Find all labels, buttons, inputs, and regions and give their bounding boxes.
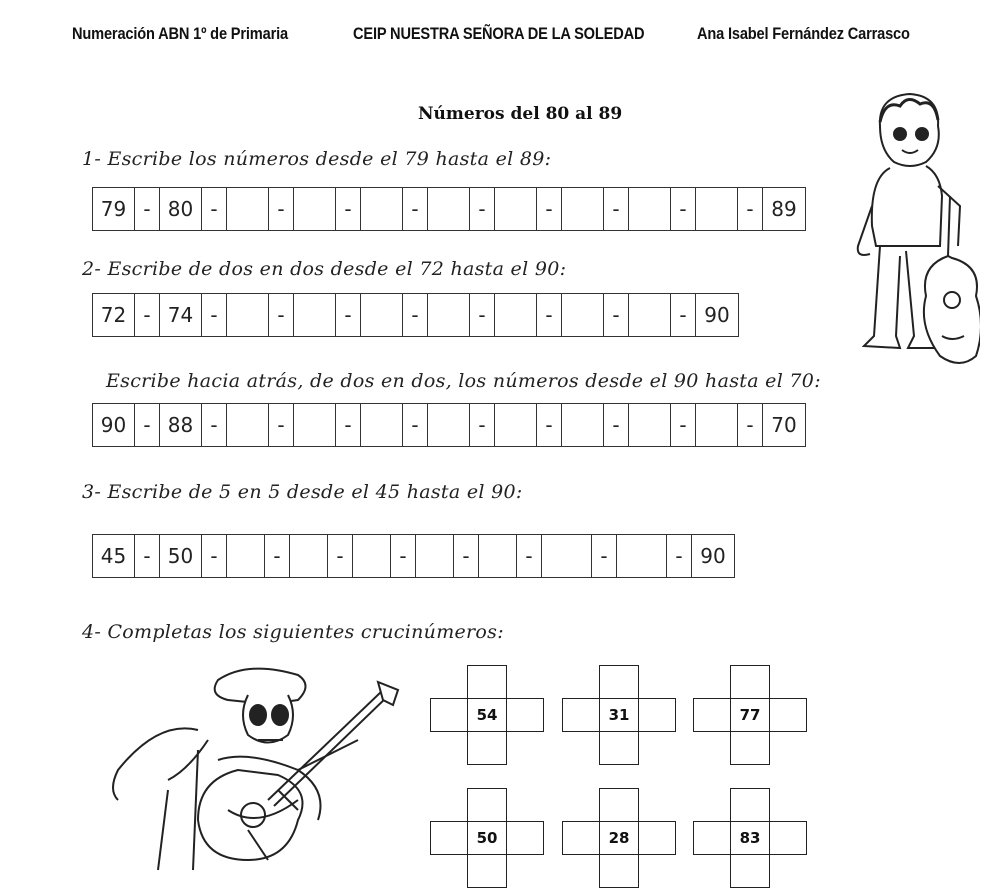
crossnumber-top-cell[interactable] (730, 665, 770, 699)
sequence-answer-cell[interactable] (479, 535, 517, 577)
crossnumber-puzzle (693, 788, 809, 888)
sequence-separator: - (537, 294, 562, 336)
sequence-answer-cell[interactable] (629, 294, 671, 336)
sequence-cell-given: 88 (160, 404, 202, 446)
sequence-answer-cell[interactable] (227, 404, 269, 446)
crossnumber-puzzle (562, 788, 678, 888)
crossnumber-right-cell[interactable] (506, 698, 544, 732)
sequence-separator: - (336, 404, 361, 446)
crossnumber-center-value: 50 (467, 821, 507, 855)
crossnumber-right-cell[interactable] (769, 821, 807, 855)
exercise-1-instruction: 1- Escribe los números desde el 79 hasta el 89: (82, 148, 552, 170)
crossnumber-center-value: 77 (730, 698, 770, 732)
exercise-2-instruction: 2- Escribe de dos en dos desde el 72 hasta el 90: (82, 258, 567, 280)
exercise-1-sequence-row (92, 187, 806, 231)
sequence-separator: - (667, 535, 692, 577)
sequence-answer-cell[interactable] (542, 535, 592, 577)
sequence-answer-cell[interactable] (562, 294, 604, 336)
sequence-answer-cell[interactable] (294, 188, 336, 230)
sequence-cell-given: 72 (93, 294, 135, 336)
exercise-3-sequence-row (92, 534, 735, 578)
crossnumber-bottom-cell[interactable] (467, 731, 507, 765)
skeleton-with-guitar-illustration (98, 660, 408, 880)
sequence-answer-cell[interactable] (428, 188, 470, 230)
sequence-answer-cell[interactable] (629, 188, 671, 230)
crossnumber-left-cell[interactable] (562, 698, 600, 732)
sequence-cell-given: 45 (93, 535, 135, 577)
sequence-separator: - (391, 535, 416, 577)
sequence-answer-cell[interactable] (495, 404, 537, 446)
sequence-answer-cell[interactable] (629, 404, 671, 446)
sequence-separator: - (537, 188, 562, 230)
sequence-separator: - (738, 188, 763, 230)
crossnumber-bottom-cell[interactable] (599, 854, 639, 888)
sequence-separator: - (135, 404, 160, 446)
sequence-separator: - (269, 294, 294, 336)
sequence-answer-cell[interactable] (294, 294, 336, 336)
sequence-separator: - (454, 535, 479, 577)
sequence-answer-cell[interactable] (416, 535, 454, 577)
crossnumber-right-cell[interactable] (769, 698, 807, 732)
sequence-answer-cell[interactable] (294, 404, 336, 446)
crossnumber-top-cell[interactable] (599, 665, 639, 699)
crossnumber-center-value: 31 (599, 698, 639, 732)
sequence-separator: - (604, 404, 629, 446)
sequence-separator: - (604, 188, 629, 230)
crossnumber-bottom-cell[interactable] (467, 854, 507, 888)
crossnumber-left-cell[interactable] (562, 821, 600, 855)
exercise-3-instruction: 3- Escribe de 5 en 5 desde el 45 hasta el 90: (82, 481, 523, 503)
crossnumber-puzzle (693, 665, 809, 765)
sequence-answer-cell[interactable] (353, 535, 391, 577)
sequence-separator: - (592, 535, 617, 577)
exercise-2b-sequence-row (92, 403, 806, 447)
crossnumber-right-cell[interactable] (638, 698, 676, 732)
sequence-answer-cell[interactable] (428, 294, 470, 336)
sequence-separator: - (470, 294, 495, 336)
crossnumber-bottom-cell[interactable] (599, 731, 639, 765)
sequence-cell-given: 70 (771, 413, 797, 437)
sequence-answer-cell[interactable] (361, 188, 403, 230)
crossnumber-top-cell[interactable] (599, 788, 639, 822)
sequence-separator: - (671, 188, 696, 230)
crossnumber-top-cell[interactable] (730, 788, 770, 822)
crossnumber-center-value: 28 (599, 821, 639, 855)
crossnumber-right-cell[interactable] (506, 821, 544, 855)
crossnumber-bottom-cell[interactable] (730, 854, 770, 888)
crossnumber-right-cell[interactable] (638, 821, 676, 855)
sequence-cell-given: 50 (160, 535, 202, 577)
crossnumber-center-value: 83 (730, 821, 770, 855)
sequence-cell-given: 90 (700, 544, 726, 568)
crossnumber-left-cell[interactable] (693, 821, 731, 855)
sequence-separator: - (403, 294, 428, 336)
sequence-separator: - (671, 404, 696, 446)
exercise-2-sequence-row (92, 293, 739, 337)
sequence-answer-cell[interactable] (696, 188, 738, 230)
sequence-cell-given: 90 (704, 303, 730, 327)
sequence-cell-given: 89 (771, 197, 797, 221)
crossnumber-puzzle (562, 665, 678, 765)
sequence-separator: - (269, 188, 294, 230)
sequence-separator: - (135, 188, 160, 230)
crossnumber-left-cell[interactable] (430, 698, 468, 732)
sequence-separator: - (202, 188, 227, 230)
sequence-separator: - (202, 404, 227, 446)
sequence-separator: - (135, 294, 160, 336)
sequence-answer-cell[interactable] (617, 535, 667, 577)
sequence-separator: - (403, 404, 428, 446)
sequence-cell-given: 79 (93, 188, 135, 230)
crossnumber-puzzle (430, 788, 546, 888)
sequence-answer-cell[interactable] (495, 294, 537, 336)
sequence-answer-cell[interactable] (227, 535, 265, 577)
sequence-answer-cell[interactable] (361, 404, 403, 446)
sequence-answer-cell[interactable] (361, 294, 403, 336)
crossnumber-top-cell[interactable] (467, 665, 507, 699)
sequence-separator: - (135, 535, 160, 577)
crossnumber-center-value: 54 (467, 698, 507, 732)
sequence-cell-given: 80 (160, 188, 202, 230)
crossnumber-top-cell[interactable] (467, 788, 507, 822)
boy-with-guitar-illustration (830, 86, 980, 376)
sequence-cell-given: 74 (160, 294, 202, 336)
header-school: CEIP NUESTRA SEÑORA DE LA SOLEDAD (353, 24, 645, 43)
worksheet-title: Números del 80 al 89 (418, 104, 623, 124)
sequence-answer-cell[interactable] (562, 188, 604, 230)
sequence-answer-cell[interactable] (227, 188, 269, 230)
sequence-answer-cell[interactable] (562, 404, 604, 446)
sequence-separator: - (336, 294, 361, 336)
sequence-separator: - (738, 404, 763, 446)
sequence-separator: - (470, 404, 495, 446)
sequence-separator: - (336, 188, 361, 230)
header-subject: Numeración ABN 1º de Primaria (72, 24, 288, 43)
sequence-separator: - (537, 404, 562, 446)
sequence-separator: - (202, 294, 227, 336)
sequence-answer-cell[interactable] (495, 188, 537, 230)
sequence-cell-given: 90 (93, 404, 135, 446)
sequence-answer-cell[interactable] (227, 294, 269, 336)
sequence-answer-cell[interactable] (428, 404, 470, 446)
crossnumber-left-cell[interactable] (430, 821, 468, 855)
sequence-separator: - (517, 535, 542, 577)
sequence-answer-cell[interactable] (696, 404, 738, 446)
crossnumber-left-cell[interactable] (693, 698, 731, 732)
crossnumber-bottom-cell[interactable] (730, 731, 770, 765)
sequence-separator: - (403, 188, 428, 230)
exercise-2b-instruction: Escribe hacia atrás, de dos en dos, los números desde el 90 hasta el 70: (106, 370, 821, 392)
sequence-separator: - (604, 294, 629, 336)
header-author: Ana Isabel Fernández Carrasco (697, 24, 910, 43)
sequence-answer-cell[interactable] (290, 535, 328, 577)
sequence-separator: - (470, 188, 495, 230)
sequence-separator: - (265, 535, 290, 577)
sequence-separator: - (671, 294, 696, 336)
sequence-separator: - (202, 535, 227, 577)
exercise-4-instruction: 4- Completas los siguientes crucinúmeros: (82, 621, 504, 643)
sequence-separator: - (269, 404, 294, 446)
crossnumber-puzzle (430, 665, 546, 765)
sequence-separator: - (328, 535, 353, 577)
